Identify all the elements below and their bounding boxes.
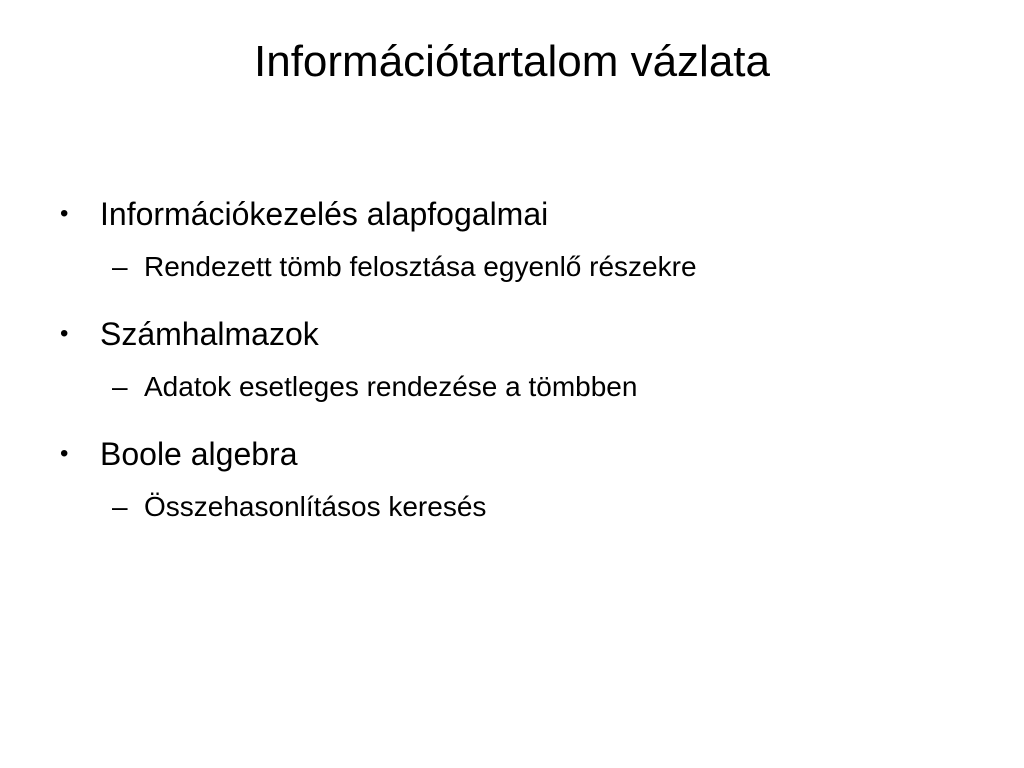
sub-bullet-text: Összehasonlításos keresés xyxy=(144,491,487,522)
sub-bullet-text: Rendezett tömb felosztása egyenlő részekre xyxy=(144,251,697,282)
bullet-item xyxy=(56,426,976,482)
sub-bullet-marker: – xyxy=(112,251,128,282)
sub-bullet-text: Adatok esetleges rendezése a tömbben xyxy=(144,371,638,402)
bullet-text: Számhalmazok xyxy=(100,316,319,352)
bullet-marker: • xyxy=(60,440,69,467)
bullet-item xyxy=(56,186,976,242)
sub-bullet-item xyxy=(56,242,976,306)
sub-bullet-marker: – xyxy=(112,491,128,522)
bullet-text: Boole algebra xyxy=(100,436,298,472)
bullet-marker: • xyxy=(60,200,69,227)
slide-title: Információtartalom vázlata xyxy=(254,37,770,86)
sub-bullet-item xyxy=(56,362,976,426)
bullet-text: Információkezelés alapfogalmai xyxy=(100,196,549,232)
bullet-list xyxy=(56,186,976,546)
bullet-item xyxy=(56,306,976,362)
sub-bullet-item xyxy=(56,482,976,546)
bullet-marker: • xyxy=(60,320,69,347)
sub-bullet-marker: – xyxy=(112,371,128,402)
